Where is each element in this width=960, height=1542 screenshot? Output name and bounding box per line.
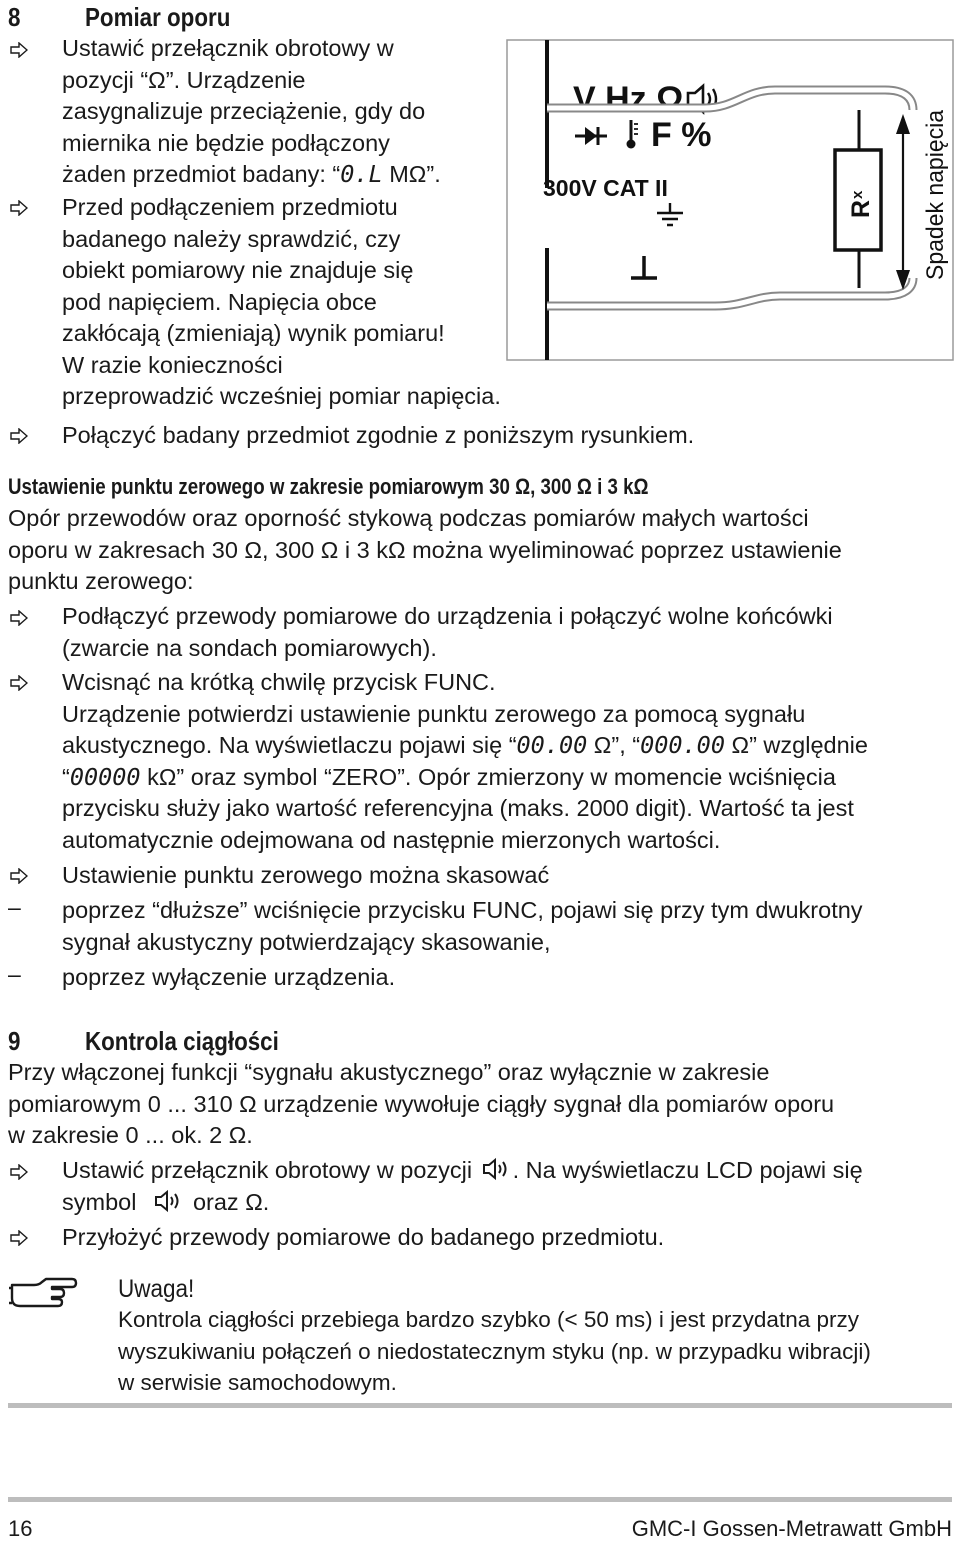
text-line: punktu zerowego: <box>8 568 194 594</box>
text-line: Ustawić przełącznik obrotowy w <box>62 35 394 61</box>
text-line: pomiarowym 0 ... 310 Ω urządzenie wywołuje ciągły sygnał dla pomiarów oporu <box>8 1090 835 1117</box>
zero-dash-1 <box>62 895 863 958</box>
section-8-bullet-2 <box>62 192 501 413</box>
arrow-bullet-icon <box>10 1230 28 1246</box>
arrow-bullet-icon <box>10 675 28 691</box>
text-line: zakłócają (zmieniają) wynik pomiaru! <box>62 320 445 346</box>
speaker-icon <box>483 1157 513 1181</box>
section-8-bullet-3: Połączyć badany przedmiot zgodnie z poniższym rysunkiem. <box>62 422 695 448</box>
text-line: Wcisnąć na krótką chwilę przycisk FUNC. <box>62 669 496 695</box>
text-line: przeprowadzić wcześniej pomiar napięcia. <box>62 383 501 409</box>
arrow-bullet-icon <box>10 42 28 58</box>
text-line: w serwisie samochodowym. <box>118 1370 397 1395</box>
zero-bullet-2 <box>62 667 868 856</box>
arrow-bullet-icon <box>10 868 28 884</box>
text-line: W razie konieczności <box>62 351 283 378</box>
cat-rating: 300V CAT II <box>543 175 668 201</box>
zero-bullet-3: Ustawienie punktu zerowego można skasować <box>62 862 550 888</box>
function-label-row1: V Hz Ω <box>573 80 684 118</box>
section-9-bullet-1 <box>62 1155 863 1218</box>
text-span: Ω” względnie <box>724 732 868 758</box>
section-9-bullet-2: Przyłożyć przewody pomiarowe do badanego przedmiotu. <box>62 1224 665 1250</box>
text-line: miernika nie będzie podłączony <box>62 129 390 156</box>
text-span: MΩ”. <box>382 161 441 187</box>
section-9-number: 9 <box>8 1026 21 1056</box>
text-line <box>62 159 441 191</box>
text-span: Ω”, “ <box>587 732 641 758</box>
text-line: Przed podłączeniem przedmiotu <box>62 194 398 220</box>
divider <box>8 1403 952 1408</box>
zero-setting-heading: Ustawienie punktu zerowego w zakresie pomiarowym 30 Ω, 300 Ω i 3 kΩ <box>8 474 649 499</box>
text-span: oraz Ω. <box>192 1188 270 1215</box>
lcd-value: 00.00 <box>516 731 588 759</box>
voltage-drop-label: Spadek napięcia <box>922 102 949 280</box>
footer-brand: GMC-I Gossen-Metrawatt GmbH <box>631 1516 952 1541</box>
lcd-value: 000.00 <box>640 731 725 759</box>
note-body <box>118 1304 871 1399</box>
arrow-bullet-icon <box>10 610 28 626</box>
text-line: sygnał akustyczny potwierdzający skasowanie, <box>62 928 551 955</box>
text-line <box>62 730 868 762</box>
text-span: Ustawić przełącznik obrotowy w pozycji <box>62 1157 473 1183</box>
connection-diagram <box>505 38 955 363</box>
pointing-hand-icon <box>8 1276 78 1310</box>
section-9-intro <box>8 1057 834 1152</box>
text-line: (zwarcie na sondach pomiarowych). <box>62 634 437 661</box>
text-line: oporu w zakresach 30 Ω, 300 Ω i 3 kΩ można wyeliminować poprzez ustawienie <box>8 536 842 563</box>
section-8-title: Pomiar oporu <box>85 2 231 32</box>
text-line <box>62 1187 863 1219</box>
footer-divider <box>8 1497 952 1502</box>
page-number: 16 <box>8 1516 33 1541</box>
text-line: zasygnalizuje przeciążenie, gdy do <box>62 98 426 124</box>
text-line: w zakresie 0 ... ok. 2 Ω. <box>8 1122 253 1148</box>
text-span: kΩ” oraz symbol “ZERO”. Opór zmierzony w momencie wciśnięcia <box>140 763 836 790</box>
resistor-label: $R^x$ <box>847 190 875 218</box>
lcd-value: 0.L <box>340 160 383 188</box>
section-8-bullet-1 <box>62 33 441 191</box>
zero-dash-2: poprzez wyłączenie urządzenia. <box>62 964 396 990</box>
lcd-value: 00000 <box>69 762 141 791</box>
text-line <box>62 762 868 794</box>
text-line: obiekt pomiarowy nie znajduje się <box>62 257 414 283</box>
text-span: akustycznego. Na wyświetlaczu pojawi się “ <box>62 732 517 758</box>
text-line <box>62 1155 863 1187</box>
text-line: poprzez “dłuższe” wciśnięcie przycisku FUNC, pojawi się przy tym dwukrotny <box>62 897 863 923</box>
arrow-bullet-icon <box>10 428 28 444</box>
text-line: pod napięciem. Napięcia obce <box>62 288 377 315</box>
text-line: przycisku służy jako wartość referencyjna (maks. 2000 digit). Wartość ta jest <box>62 795 854 821</box>
text-span: “ <box>62 763 70 790</box>
text-line: Urządzenie potwierdzi ustawienie punktu zerowego za pomocą sygnału <box>62 700 806 727</box>
dash-bullet: – <box>8 961 21 987</box>
arrow-bullet-icon <box>10 200 28 216</box>
zero-setting-intro <box>8 503 842 598</box>
text-line: badanego należy sprawdzić, czy <box>62 225 401 252</box>
text-line: wyszukiwaniu połączeń o niedostatecznym styku (np. w przypadku wibracji) <box>118 1338 871 1364</box>
text-span: . Na wyświetlaczu LCD pojawi się <box>512 1157 863 1183</box>
text-line: Podłączyć przewody pomiarowe do urządzenia i połączyć wolne końcówki <box>62 603 833 629</box>
arrow-bullet-icon <box>10 1164 28 1180</box>
text-line: Opór przewodów oraz oporność stykową podczas pomiarów małych wartości <box>8 505 809 531</box>
speaker-icon <box>153 1189 187 1213</box>
section-9-title: Kontrola ciągłości <box>85 1026 279 1056</box>
text-span: symbol <box>62 1188 137 1215</box>
text-line: Kontrola ciągłości przebiega bardzo szybko (< 50 ms) i jest przydatna przy <box>118 1307 859 1332</box>
section-8-number: 8 <box>8 2 21 32</box>
dash-bullet: – <box>8 894 21 920</box>
text-line: Przy włączonej funkcji “sygnału akustycznego” oraz wyłącznie w zakresie <box>8 1059 770 1085</box>
text-line: automatycznie odejmowana od następnie mierzonych wartości. <box>62 826 721 853</box>
text-span: żaden przedmiot badany: “ <box>62 161 341 187</box>
zero-bullet-1 <box>62 601 833 664</box>
note-title: Uwaga! <box>118 1275 195 1303</box>
text-line: pozycji “Ω”. Urządzenie <box>62 66 306 93</box>
function-label-row2: F % <box>651 116 712 154</box>
